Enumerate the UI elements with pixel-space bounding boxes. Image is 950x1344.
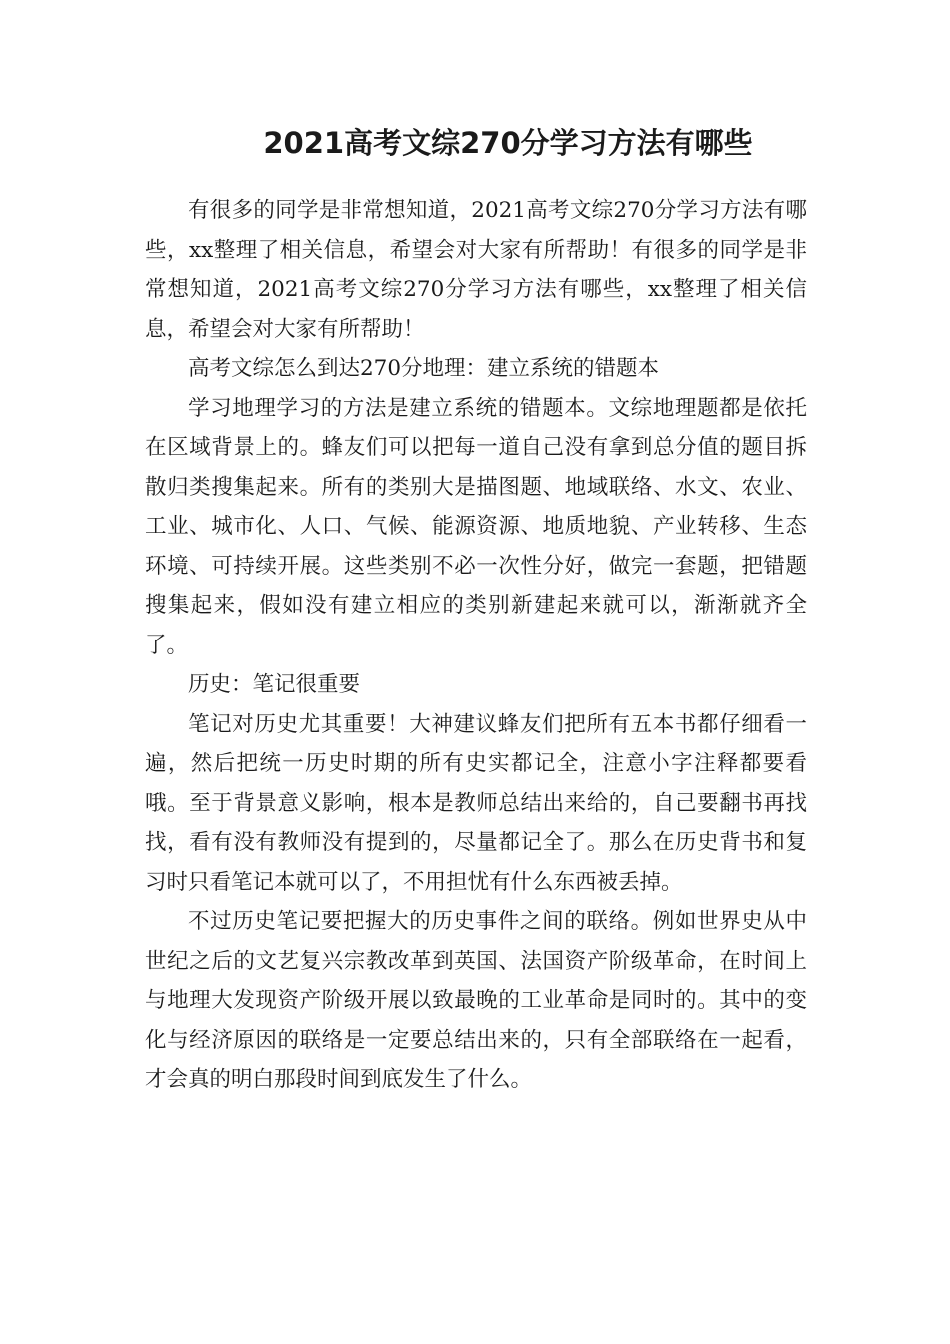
section-heading-geography: 高考文综怎么到达270分地理：建立系统的错题本 xyxy=(188,356,660,381)
document-title: 2021高考文综270分学习方法有哪些 xyxy=(263,126,753,160)
section-heading-history: 历史：笔记很重要 xyxy=(188,672,361,697)
paragraph-intro: 有很多的同学是非常想知道，2021高考文综270分学习方法有哪些，xx整理了相关信息，希望会对大家有所帮助！有很多的同学是非常想知道，2021高考文综270分学习方法有哪些，xx整理了相关信息，希望会对大家有所帮助！ xyxy=(145,198,807,342)
paragraph-history-notes: 笔记对历史尤其重要！大神建议蜂友们把所有五本书都仔细看一遍，然后把统一历史时期的所有史实都记全，注意小字注释都要看哦。至于背景意义影响，根本是教师总结出来给的，自己要翻书再找找，看有没有教师没有提到的，尽量都记全了。那么在历史背书和复习时只看笔记本就可以了，不用担忧有什么东西被丢掉。 xyxy=(145,711,807,895)
paragraph-geography: 学习地理学习的方法是建立系统的错题本。文综地理题都是依托在区域背景上的。蜂友们可以把每一道自己没有拿到总分值的题目拆散归类搜集起来。所有的类别大是描图题、地域联络、水文、农业、工业、城市化、人口、气候、能源资源、地质地貌、产业转移、生态环境、可持续开展。这些类别不必一次性分好，做完一套题，把错题搜集起来，假如没有建立相应的类别新建起来就可以，渐渐就齐全了。 xyxy=(145,395,807,658)
paragraph-history-connections: 不过历史笔记要把握大的历史事件之间的联络。例如世界史从中世纪之后的文艺复兴宗教改革到英国、法国资产阶级革命，在时间上与地理大发现资产阶级开展以致最晚的工业革命是同时的。其中的变化与经济原因的联络是一定要总结出来的，只有全部联络在一起看，才会真的明白那段时间到底发生了什么。 xyxy=(145,909,807,1092)
document-body xyxy=(145,191,807,1100)
